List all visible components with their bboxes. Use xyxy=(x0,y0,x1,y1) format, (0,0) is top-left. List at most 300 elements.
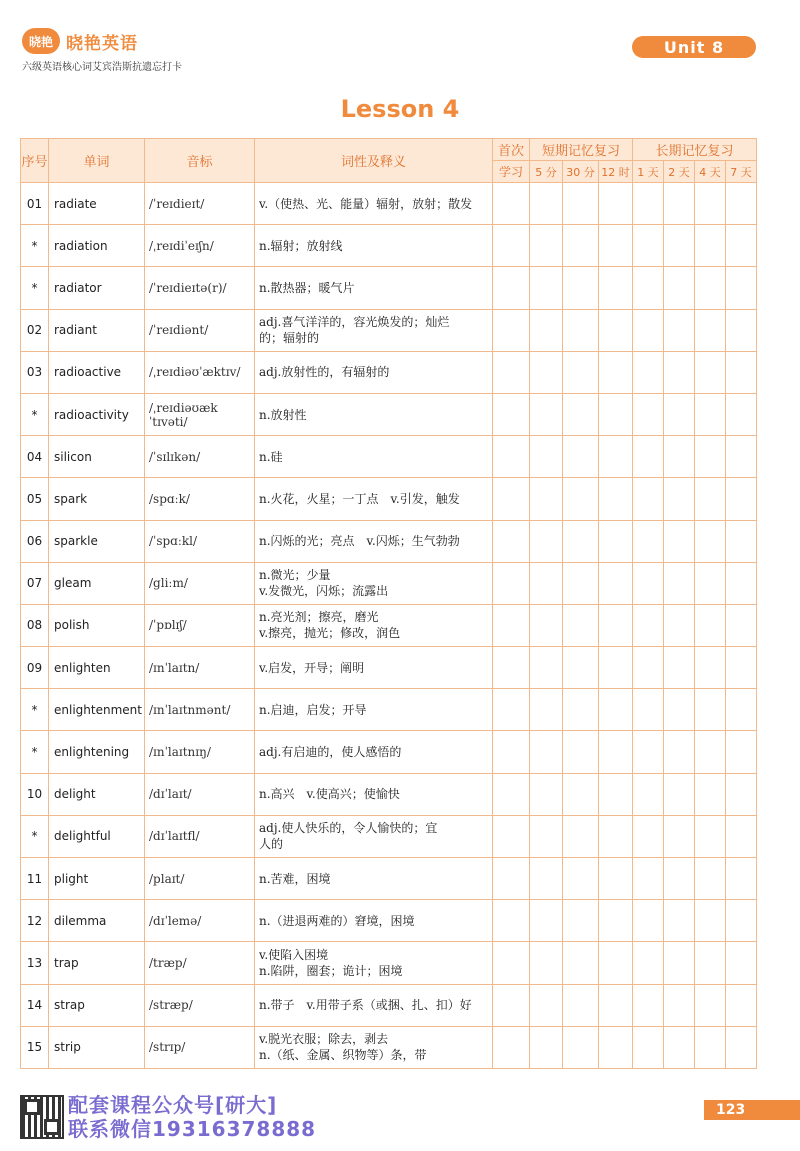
lesson-title: Lesson 4 xyxy=(340,95,460,123)
header-short-col-2: 12 时 xyxy=(599,161,633,183)
review-checkbox[interactable] xyxy=(726,478,757,520)
review-checkbox[interactable] xyxy=(664,689,695,731)
definition-line: n.散热器；暖气片 xyxy=(259,280,355,295)
phonetic: /ˈreɪdiənt/ xyxy=(145,309,255,351)
review-checkbox[interactable] xyxy=(633,731,664,773)
word: gleam xyxy=(49,562,145,604)
header-first-sub: 学习 xyxy=(493,161,530,183)
review-checkbox[interactable] xyxy=(664,647,695,689)
word: enlighten xyxy=(49,647,145,689)
review-checkbox[interactable] xyxy=(530,773,563,815)
review-checkbox[interactable] xyxy=(493,520,530,562)
definition-line: v.擦亮，抛光；修改，润色 xyxy=(259,626,401,641)
review-checkbox[interactable] xyxy=(599,183,633,225)
review-checkbox[interactable] xyxy=(599,647,633,689)
word: enlightening xyxy=(49,731,145,773)
review-checkbox[interactable] xyxy=(726,773,757,815)
header-short-col-1: 30 分 xyxy=(563,161,599,183)
table-row xyxy=(21,267,757,309)
definition-line: n.苦难，困境 xyxy=(259,871,331,886)
review-checkbox[interactable] xyxy=(530,225,563,267)
review-checkbox[interactable] xyxy=(599,604,633,646)
review-checkbox[interactable] xyxy=(695,773,726,815)
review-checkbox[interactable] xyxy=(633,773,664,815)
review-checkbox[interactable] xyxy=(695,225,726,267)
review-checkbox[interactable] xyxy=(633,520,664,562)
definition-line: n.亮光剂；擦亮，磨光 xyxy=(259,610,379,625)
review-checkbox[interactable] xyxy=(530,562,563,604)
review-checkbox[interactable] xyxy=(633,393,664,435)
table-row xyxy=(21,604,757,646)
definition-line: n.带子 v.用带子系（或捆、扎、扣）好 xyxy=(259,998,472,1013)
review-checkbox[interactable] xyxy=(664,225,695,267)
phonetic: /strɪp/ xyxy=(145,1026,255,1068)
table-row xyxy=(21,984,757,1026)
definition-line: n.高兴 v.使高兴；使愉快 xyxy=(259,787,400,802)
header-long-col-1: 2 天 xyxy=(664,161,695,183)
row-number: 04 xyxy=(21,436,49,478)
definition xyxy=(255,562,493,604)
review-checkbox[interactable] xyxy=(493,647,530,689)
review-checkbox[interactable] xyxy=(695,478,726,520)
review-checkbox[interactable] xyxy=(493,942,530,984)
review-checkbox[interactable] xyxy=(726,436,757,478)
definition xyxy=(255,942,493,984)
word: silicon xyxy=(49,436,145,478)
definition xyxy=(255,647,493,689)
word: strap xyxy=(49,984,145,1026)
row-number: 12 xyxy=(21,900,49,942)
review-checkbox[interactable] xyxy=(664,942,695,984)
phonetic: /ˈreɪdieɪtə(r)/ xyxy=(145,267,255,309)
review-checkbox[interactable] xyxy=(695,647,726,689)
review-checkbox[interactable] xyxy=(726,1026,757,1068)
row-number: 01 xyxy=(21,183,49,225)
review-checkbox[interactable] xyxy=(563,731,599,773)
brand-logo xyxy=(22,28,138,54)
table-row xyxy=(21,815,757,857)
review-checkbox[interactable] xyxy=(664,604,695,646)
review-checkbox[interactable] xyxy=(530,267,563,309)
row-number: * xyxy=(21,731,49,773)
review-checkbox[interactable] xyxy=(599,393,633,435)
review-checkbox[interactable] xyxy=(633,309,664,351)
review-checkbox[interactable] xyxy=(726,267,757,309)
review-checkbox[interactable] xyxy=(664,858,695,900)
review-checkbox[interactable] xyxy=(633,436,664,478)
review-checkbox[interactable] xyxy=(530,731,563,773)
header-word: 单词 xyxy=(49,139,145,183)
review-checkbox[interactable] xyxy=(530,309,563,351)
review-checkbox[interactable] xyxy=(530,942,563,984)
definition xyxy=(255,267,493,309)
review-checkbox[interactable] xyxy=(633,815,664,857)
definition-line: v.发微光，闪烁；流露出 xyxy=(259,584,389,599)
word: radioactive xyxy=(49,351,145,393)
review-checkbox[interactable] xyxy=(664,520,695,562)
review-checkbox[interactable] xyxy=(695,393,726,435)
phonetic: /ˈspɑːkl/ xyxy=(145,520,255,562)
phonetic: /ɪnˈlaɪtnmənt/ xyxy=(145,689,255,731)
review-checkbox[interactable] xyxy=(726,520,757,562)
promo-text xyxy=(68,1093,316,1141)
review-checkbox[interactable] xyxy=(633,604,664,646)
definition xyxy=(255,393,493,435)
review-checkbox[interactable] xyxy=(493,773,530,815)
phonetic: /dɪˈlemə/ xyxy=(145,900,255,942)
word: enlightenment xyxy=(49,689,145,731)
table-row xyxy=(21,478,757,520)
review-checkbox[interactable] xyxy=(664,984,695,1026)
header-long-col-3: 7 天 xyxy=(726,161,757,183)
review-checkbox[interactable] xyxy=(695,1026,726,1068)
definition-line: v.脱光衣服；除去，剥去 xyxy=(259,1032,389,1047)
table-row xyxy=(21,225,757,267)
review-checkbox[interactable] xyxy=(695,267,726,309)
definition xyxy=(255,225,493,267)
review-checkbox[interactable] xyxy=(726,900,757,942)
row-number: 11 xyxy=(21,858,49,900)
word: radiant xyxy=(49,309,145,351)
promo-line-2: 联系微信19316378888 xyxy=(68,1117,317,1141)
review-checkbox[interactable] xyxy=(530,815,563,857)
review-checkbox[interactable] xyxy=(599,478,633,520)
review-checkbox[interactable] xyxy=(530,1026,563,1068)
review-checkbox[interactable] xyxy=(633,351,664,393)
review-checkbox[interactable] xyxy=(633,647,664,689)
review-checkbox[interactable] xyxy=(726,309,757,351)
table-row xyxy=(21,647,757,689)
definition-line: 人的 xyxy=(259,837,284,852)
review-checkbox[interactable] xyxy=(726,858,757,900)
vocab-table xyxy=(20,138,757,1069)
table-row xyxy=(21,689,757,731)
review-checkbox[interactable] xyxy=(493,309,530,351)
review-checkbox[interactable] xyxy=(664,351,695,393)
definition-line: adj.喜气洋洋的，容光焕发的；灿烂 xyxy=(259,315,450,330)
table-row xyxy=(21,183,757,225)
definition xyxy=(255,984,493,1026)
review-checkbox[interactable] xyxy=(530,900,563,942)
review-checkbox[interactable] xyxy=(599,731,633,773)
header-short-col-0: 5 分 xyxy=(530,161,563,183)
table-row xyxy=(21,900,757,942)
review-checkbox[interactable] xyxy=(633,984,664,1026)
definition xyxy=(255,773,493,815)
definition xyxy=(255,1026,493,1068)
definition xyxy=(255,183,493,225)
phonetic: /ˈpɒlɪʃ/ xyxy=(145,604,255,646)
header-ipa: 音标 xyxy=(145,139,255,183)
row-number: * xyxy=(21,815,49,857)
review-checkbox[interactable] xyxy=(664,815,695,857)
review-checkbox[interactable] xyxy=(563,309,599,351)
definition-line: adj.使人快乐的，令人愉快的；宜 xyxy=(259,821,438,836)
word: delightful xyxy=(49,815,145,857)
page-header xyxy=(0,0,800,90)
review-checkbox[interactable] xyxy=(530,520,563,562)
review-checkbox[interactable] xyxy=(493,984,530,1026)
phonetic: /stræp/ xyxy=(145,984,255,1026)
review-checkbox[interactable] xyxy=(664,393,695,435)
review-checkbox[interactable] xyxy=(493,604,530,646)
table-row xyxy=(21,858,757,900)
phonetic: /ˌreɪdiˈeɪʃn/ xyxy=(145,225,255,267)
definition-line: n.闪烁的光；亮点 v.闪烁；生气勃勃 xyxy=(259,534,460,549)
review-checkbox[interactable] xyxy=(493,393,530,435)
review-checkbox[interactable] xyxy=(563,647,599,689)
review-checkbox[interactable] xyxy=(726,647,757,689)
review-checkbox[interactable] xyxy=(530,604,563,646)
definition-line: v.启发，开导；阐明 xyxy=(259,660,365,675)
row-number: * xyxy=(21,225,49,267)
review-checkbox[interactable] xyxy=(493,562,530,604)
phonetic: /ɪnˈlaɪtn/ xyxy=(145,647,255,689)
review-checkbox[interactable] xyxy=(633,267,664,309)
review-checkbox[interactable] xyxy=(563,393,599,435)
review-checkbox[interactable] xyxy=(726,942,757,984)
review-checkbox[interactable] xyxy=(664,436,695,478)
review-checkbox[interactable] xyxy=(695,984,726,1026)
table-row xyxy=(21,436,757,478)
word: spark xyxy=(49,478,145,520)
review-checkbox[interactable] xyxy=(695,604,726,646)
review-checkbox[interactable] xyxy=(664,183,695,225)
phonetic: /dɪˈlaɪtfl/ xyxy=(145,815,255,857)
word: delight xyxy=(49,773,145,815)
header-no: 序号 xyxy=(21,139,49,183)
word: sparkle xyxy=(49,520,145,562)
review-checkbox[interactable] xyxy=(563,183,599,225)
review-checkbox[interactable] xyxy=(726,225,757,267)
row-number: 02 xyxy=(21,309,49,351)
phonetic: /ˈreɪdieɪt/ xyxy=(145,183,255,225)
review-checkbox[interactable] xyxy=(726,815,757,857)
review-checkbox[interactable] xyxy=(599,267,633,309)
review-checkbox[interactable] xyxy=(726,731,757,773)
review-checkbox[interactable] xyxy=(726,562,757,604)
definition-line: n.微光；少量 xyxy=(259,568,331,583)
review-checkbox[interactable] xyxy=(695,520,726,562)
review-checkbox[interactable] xyxy=(695,858,726,900)
review-checkbox[interactable] xyxy=(563,984,599,1026)
header-short-review: 短期记忆复习 xyxy=(530,139,633,161)
table-row xyxy=(21,562,757,604)
review-checkbox[interactable] xyxy=(633,1026,664,1068)
table-row xyxy=(21,1026,757,1068)
definition-line: n.辐射；放射线 xyxy=(259,238,343,253)
review-checkbox[interactable] xyxy=(633,858,664,900)
review-checkbox[interactable] xyxy=(530,689,563,731)
review-checkbox[interactable] xyxy=(599,520,633,562)
table-row xyxy=(21,351,757,393)
header-definition: 词性及释义 xyxy=(255,139,493,183)
review-checkbox[interactable] xyxy=(563,858,599,900)
row-number: * xyxy=(21,393,49,435)
row-number: * xyxy=(21,689,49,731)
phonetic: /ɪnˈlaɪtnɪŋ/ xyxy=(145,731,255,773)
phonetic: /ˌreɪdiəʊækˈtɪvəti/ xyxy=(145,393,255,435)
review-checkbox[interactable] xyxy=(563,1026,599,1068)
review-checkbox[interactable] xyxy=(563,942,599,984)
review-checkbox[interactable] xyxy=(633,562,664,604)
review-checkbox[interactable] xyxy=(530,351,563,393)
review-checkbox[interactable] xyxy=(493,351,530,393)
review-checkbox[interactable] xyxy=(726,393,757,435)
review-checkbox[interactable] xyxy=(695,731,726,773)
definition xyxy=(255,309,493,351)
row-number: 09 xyxy=(21,647,49,689)
review-checkbox[interactable] xyxy=(599,942,633,984)
review-checkbox[interactable] xyxy=(599,815,633,857)
review-checkbox[interactable] xyxy=(530,436,563,478)
row-number: 06 xyxy=(21,520,49,562)
review-checkbox[interactable] xyxy=(695,815,726,857)
qr-code-icon xyxy=(20,1095,64,1139)
phonetic: /ˌreɪdiəʊˈæktɪv/ xyxy=(145,351,255,393)
review-checkbox[interactable] xyxy=(695,562,726,604)
review-checkbox[interactable] xyxy=(530,183,563,225)
row-number: 05 xyxy=(21,478,49,520)
review-checkbox[interactable] xyxy=(633,942,664,984)
review-checkbox[interactable] xyxy=(563,351,599,393)
review-checkbox[interactable] xyxy=(695,183,726,225)
page-number: 123 xyxy=(704,1100,800,1120)
review-checkbox[interactable] xyxy=(563,689,599,731)
review-checkbox[interactable] xyxy=(664,731,695,773)
review-checkbox[interactable] xyxy=(530,393,563,435)
book-subtitle: 六级英语核心词艾宾浩斯抗遗忘打卡 xyxy=(22,62,182,73)
review-checkbox[interactable] xyxy=(664,773,695,815)
review-checkbox[interactable] xyxy=(493,478,530,520)
review-checkbox[interactable] xyxy=(530,858,563,900)
review-checkbox[interactable] xyxy=(599,773,633,815)
review-checkbox[interactable] xyxy=(563,815,599,857)
review-checkbox[interactable] xyxy=(726,689,757,731)
definition-line: n.陷阱，圈套；诡计；困境 xyxy=(259,963,403,978)
review-checkbox[interactable] xyxy=(599,900,633,942)
review-checkbox[interactable] xyxy=(563,562,599,604)
review-checkbox[interactable] xyxy=(493,267,530,309)
definition-line: v.（使热、光、能量）辐射，放射；散发 xyxy=(259,196,473,211)
review-checkbox[interactable] xyxy=(563,900,599,942)
review-checkbox[interactable] xyxy=(530,478,563,520)
word: plight xyxy=(49,858,145,900)
review-checkbox[interactable] xyxy=(563,225,599,267)
review-checkbox[interactable] xyxy=(664,562,695,604)
review-checkbox[interactable] xyxy=(664,309,695,351)
word: radioactivity xyxy=(49,393,145,435)
definition-line: adj.放射性的，有辐射的 xyxy=(259,365,390,380)
review-checkbox[interactable] xyxy=(726,183,757,225)
header-long-review: 长期记忆复习 xyxy=(633,139,757,161)
definition xyxy=(255,815,493,857)
definition-line: n.启迪，启发；开导 xyxy=(259,702,367,717)
review-checkbox[interactable] xyxy=(599,351,633,393)
review-checkbox[interactable] xyxy=(599,984,633,1026)
review-checkbox[interactable] xyxy=(633,689,664,731)
review-checkbox[interactable] xyxy=(493,731,530,773)
review-checkbox[interactable] xyxy=(599,309,633,351)
word: radiator xyxy=(49,267,145,309)
definition xyxy=(255,436,493,478)
review-checkbox[interactable] xyxy=(563,478,599,520)
review-checkbox[interactable] xyxy=(695,689,726,731)
definition xyxy=(255,900,493,942)
review-checkbox[interactable] xyxy=(726,604,757,646)
unit-badge: Unit 8 xyxy=(632,36,756,58)
review-checkbox[interactable] xyxy=(695,900,726,942)
word: dilemma xyxy=(49,900,145,942)
review-checkbox[interactable] xyxy=(493,815,530,857)
header-long-col-0: 1 天 xyxy=(633,161,664,183)
review-checkbox[interactable] xyxy=(633,900,664,942)
definition xyxy=(255,689,493,731)
review-checkbox[interactable] xyxy=(599,562,633,604)
review-checkbox[interactable] xyxy=(563,436,599,478)
review-checkbox[interactable] xyxy=(493,689,530,731)
review-checkbox[interactable] xyxy=(599,858,633,900)
definition-line: n.火花，火星；一丁点 v.引发，触发 xyxy=(259,491,460,506)
row-number: 08 xyxy=(21,604,49,646)
review-checkbox[interactable] xyxy=(493,225,530,267)
review-checkbox[interactable] xyxy=(563,604,599,646)
row-number: 15 xyxy=(21,1026,49,1068)
logo-text: 晓艳英语 xyxy=(66,33,138,54)
table-row xyxy=(21,731,757,773)
review-checkbox[interactable] xyxy=(633,225,664,267)
review-checkbox[interactable] xyxy=(530,647,563,689)
review-checkbox[interactable] xyxy=(664,478,695,520)
review-checkbox[interactable] xyxy=(599,436,633,478)
review-checkbox[interactable] xyxy=(563,773,599,815)
word: radiate xyxy=(49,183,145,225)
review-checkbox[interactable] xyxy=(695,309,726,351)
review-checkbox[interactable] xyxy=(633,478,664,520)
header-long-col-2: 4 天 xyxy=(695,161,726,183)
review-checkbox[interactable] xyxy=(726,351,757,393)
review-checkbox[interactable] xyxy=(530,984,563,1026)
review-checkbox[interactable] xyxy=(493,436,530,478)
phonetic: /spɑːk/ xyxy=(145,478,255,520)
review-checkbox[interactable] xyxy=(563,520,599,562)
review-checkbox[interactable] xyxy=(563,267,599,309)
review-checkbox[interactable] xyxy=(493,183,530,225)
logo-badge: 晓艳 xyxy=(22,28,60,54)
definition-line: adj.有启迪的，使人感悟的 xyxy=(259,745,402,760)
definition xyxy=(255,604,493,646)
review-checkbox[interactable] xyxy=(599,689,633,731)
row-number: 07 xyxy=(21,562,49,604)
word: radiation xyxy=(49,225,145,267)
review-checkbox[interactable] xyxy=(664,900,695,942)
review-checkbox[interactable] xyxy=(493,900,530,942)
review-checkbox[interactable] xyxy=(695,436,726,478)
review-checkbox[interactable] xyxy=(664,1026,695,1068)
review-checkbox[interactable] xyxy=(695,942,726,984)
review-checkbox[interactable] xyxy=(599,1026,633,1068)
table-row xyxy=(21,309,757,351)
review-checkbox[interactable] xyxy=(493,1026,530,1068)
review-checkbox[interactable] xyxy=(493,858,530,900)
review-checkbox[interactable] xyxy=(664,267,695,309)
review-checkbox[interactable] xyxy=(599,225,633,267)
table-row xyxy=(21,520,757,562)
review-checkbox[interactable] xyxy=(726,984,757,1026)
review-checkbox[interactable] xyxy=(633,183,664,225)
definition-line: n.硅 xyxy=(259,449,283,464)
review-checkbox[interactable] xyxy=(695,351,726,393)
